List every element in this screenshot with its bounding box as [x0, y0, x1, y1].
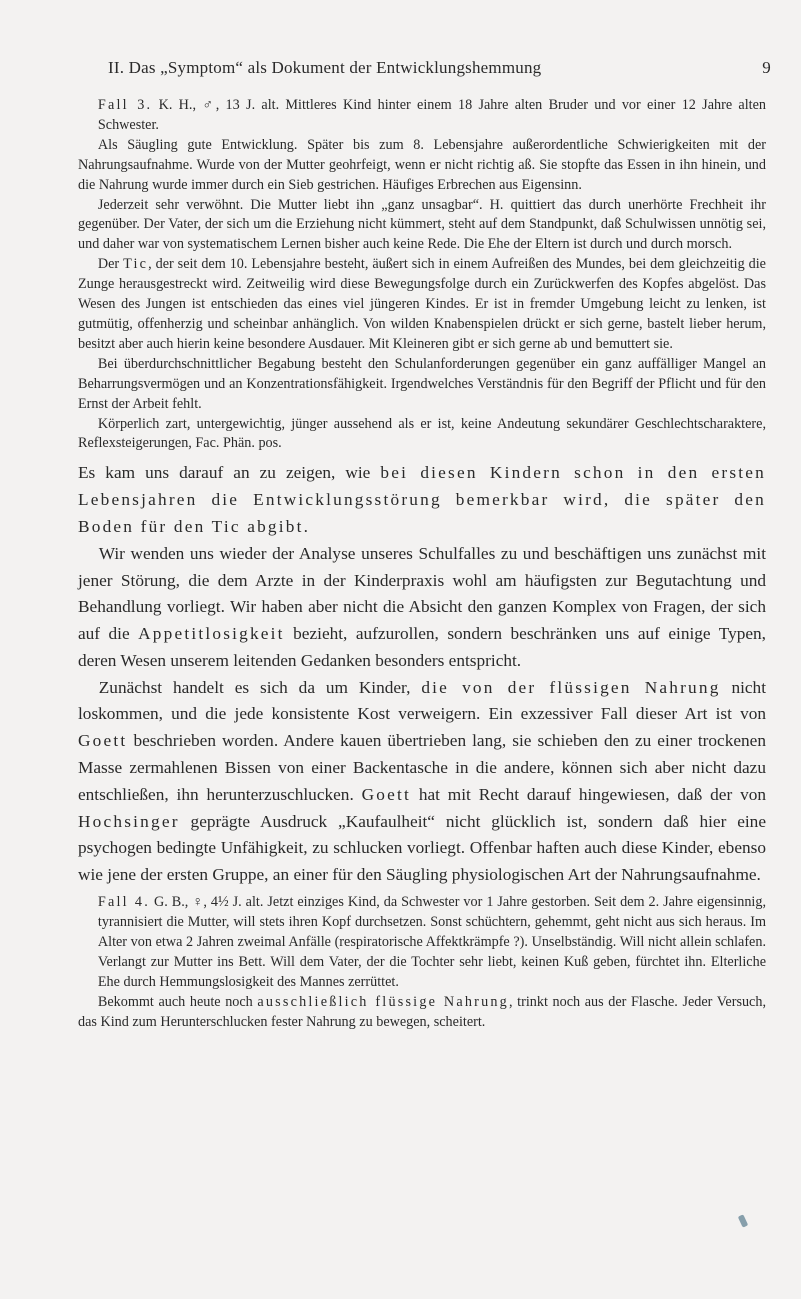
case-4-feeding-text: , trinkt noch aus der Flasche. Jeder Versuch, das Kind zum Herunterschlucken fester Nahrung zu bewegen, scheitert. [78, 993, 766, 1030]
main-liquid-term: die von der flüssigen Nahrung [421, 677, 721, 697]
author-goett-2: Goett [361, 784, 412, 804]
case-3-section [78, 96, 766, 454]
case-3-intro-text: K. H., ♂, 13 J. alt. Mittleres Kind hinter einem 18 Jahre alten Bruder und vor einer 12 Jahre alten Schwester. [97, 97, 766, 133]
main-liquid-text-1: nicht loskommen, und die jede konsistente Kost verweigern. Ein exzessiver Fall dieser Art ist von [78, 677, 767, 724]
case-4-section [78, 893, 766, 1032]
main-appetite-text: bezieht, aufzurollen, sondern beschränken uns auf einige Typen, deren Wesen unserem leitenden Gedanken besonders entspricht. [78, 624, 766, 670]
main-thesis-lead: Es kam uns darauf an zu zeigen, wie [78, 463, 381, 483]
main-liquid-lead: Zunächst handelt es sich da um Kinder, [98, 677, 422, 697]
case-3-tic-text: , der seit dem 10. Lebensjahre besteht, äußert sich in einem Aufreißen des Mundes, bei dem gleichzeitig die Zunge herausgestreckt wird. Zeitweilig wird diese Bewegungsfolge durch ein Zurückwerfen des Kopfes abgelöst. Das Wesen des Jungen ist entschieden das eines viel jüngeren Kindes. Er ist in fremder Umgebung leicht zu lenken, ist gutmütig, offenherzig und scheinbar anhänglich. Von wilden Knabenspielen drückt er sich gerne, bastelt lieber herum, besitzt aber auch hierin keine besondere Ausdauer. Mit Kleineren gibt er sich gerne ab und bemuttert sie. [78, 256, 766, 352]
case-4-feeding-term: ausschließlich flüssige Nahrung [257, 993, 509, 1010]
case-3-paragraph-family: Jederzeit sehr verwöhnt. Die Mutter liebt ihn „ganz unsagbar“. H. quittiert das durch unerhörte Frechheit ihr gegenüber. Der Vater, der sich um die Erziehung nicht kümmert, steht auf dem Standpunkt, daß Schulwissen unnötig sei, und daher war von systematischem Lernen bisher auch keine Rede. Die Ehe der Eltern ist durch und durch morsch. [78, 196, 766, 253]
case-4-intro-text: G. B., ♀, 4½ J. alt. Jetzt einziges Kind, da Schwester vor 1 Jahre gestorben. Seit dem 2. Jahre eigensinnig, tyrannisiert die Mutter, will stets ihren Kopf durchsetzen. Sonst schüchtern, gehemmt, geht nicht aus sich heraus. Im Alter von etwa 2 Jahren zweimal Anfälle (respiratorische Affektkrämpfe ?). Unselbständig. Will nicht allein schlafen. Verlangt zur Mutter ins Bett. Will dem Vater, der die Tochter sehr liebt, keinen Kuß geben, fürchtet ihn. Elterliche Ehe durch Hemmungslosigkeit des Mannes zerrüttet. [97, 894, 766, 990]
page-body [78, 96, 766, 1032]
main-liquid-text-4: geprägte Ausdruck „Kaufaulheit“ nicht glücklich ist, sondern daß hier eine psychogen bedingte Unfähigkeit, zu schlucken vorliegt. Offenbar haften auch diese Kinder, ebenso wie jene der ersten Gruppe, an einer für den Säugling physiologischen Art der Nahrungsaufnahme. [78, 811, 766, 885]
chapter-title: II. Das „Symptom“ als Dokument der Entwicklungshemmung [108, 58, 542, 77]
ink-speck [738, 1214, 749, 1227]
author-hochsinger: Hochsinger [78, 811, 180, 831]
case-4-paragraph-feeding [78, 993, 766, 1033]
case-3-tic-lead: Der [97, 256, 124, 273]
running-header [108, 58, 771, 82]
author-goett-1: Goett [78, 731, 128, 751]
case-3-paragraph-physical: Körperlich zart, untergewichtig, jünger aussehend als er ist, keine Andeutung sekundärer Geschlechtscharaktere, Reflexsteigerungen, Fac. Phän. pos. [78, 415, 766, 452]
case-3-paragraph-infancy: Als Säugling gute Entwicklung. Später bis zum 8. Lebensjahre außerordentliche Schwierigkeiten mit der Nahrungsaufnahme. Wurde von der Mutter geohrfeigt, wenn er nicht richtig aß. Sie stopfte das Essen in ihn hinein, und die Nahrung wurde immer durch ein Sieb gestrichen. Häufiges Erbrechen aus Eigensinn. [78, 136, 766, 193]
case-3-paragraph-school: Bei überdurchschnittlicher Begabung besteht den Schulanforderungen gegenüber ein ganz auffälliger Mangel an Beharrungsvermögen und an Konzentrationsfähigkeit. Irgendwelches Verständnis für den Begriff der Pflicht und für den Ernst der Arbeit fehlt. [78, 355, 766, 412]
main-appetite-lead: Wir wenden uns wieder der Analyse unseres Schulfalles zu und beschäftigen uns zunächst mit jener Störung, die dem Arzte in der Kinderpraxis wohl am häufigsten zur Begutachtung und Behandlung vorliegt. Wir haben aber nicht die Absicht den ganzen Komplex von Fragen, der sich auf die [78, 543, 766, 644]
case-4-intro [78, 893, 766, 993]
main-paragraph-thesis [78, 460, 766, 540]
page-number: 9 [762, 58, 771, 77]
case-3-paragraph-tic [78, 255, 766, 355]
main-liquid-text-2: beschrieben worden. Andere kauen übertrieben lang, sie schieben den zu einer trockenen Masse zermahlenen Bissen von einer Backentasche in die andere, können sich aber nicht dazu entschließen, ihn herunterzuschlucken. [78, 731, 766, 804]
main-text-section [78, 460, 766, 889]
main-paragraph-liquid-food [78, 675, 766, 889]
case-4-feeding-lead: Bekommt auch heute noch [97, 993, 258, 1010]
case-3-label: Fall 3. [97, 97, 153, 113]
main-thesis-emphasis: bei diesen Kindern schon in den ersten Lebensjahren die Entwicklungsstörung bemerkbar wird, die später den Boden für den Tic abgibt. [78, 463, 766, 536]
case-4-label: Fall 4. [97, 894, 150, 911]
case-3-tic-term: Tic [123, 256, 149, 273]
case-3-intro [78, 96, 766, 136]
main-liquid-text-3: hat mit Recht darauf hingewiesen, daß der von [411, 784, 766, 804]
main-paragraph-appetite [78, 541, 766, 675]
main-appetite-term: Appetitlosigkeit [138, 624, 285, 644]
